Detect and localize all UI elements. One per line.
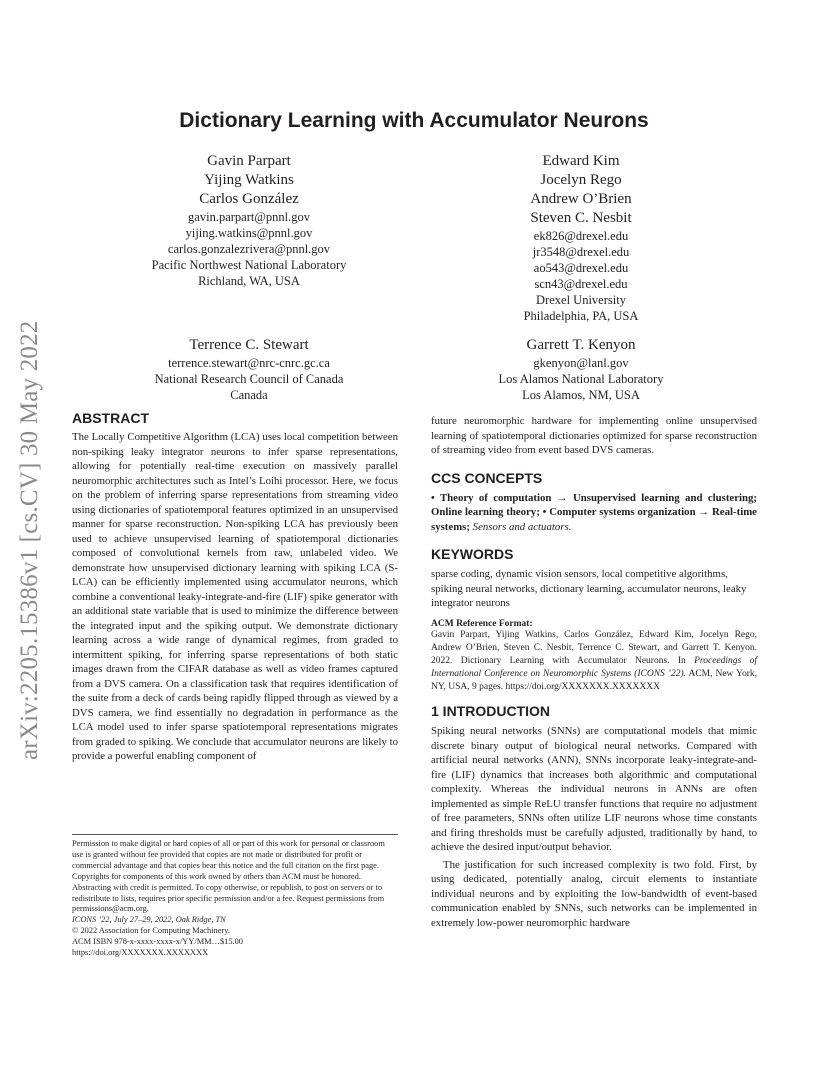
paper-title: Dictionary Learning with Accumulator Neurons xyxy=(179,109,649,132)
author-email[interactable]: jr3548@drexel.edu xyxy=(532,245,630,259)
author-name: Carlos González xyxy=(199,191,299,207)
conference-line: ICONS ’22, July 27–29, 2022, Oak Ridge, TN xyxy=(72,915,226,925)
ccs-heading: CCS CONCEPTS xyxy=(431,469,543,486)
right-column xyxy=(431,414,757,930)
author-email[interactable]: ek826@drexel.edu xyxy=(533,229,629,243)
introduction-body xyxy=(431,724,757,930)
author-block-lanl xyxy=(450,336,712,403)
author-affiliation: Los Alamos National Laboratory xyxy=(498,372,664,386)
permission-notice xyxy=(72,839,398,959)
keywords-heading: KEYWORDS xyxy=(431,546,514,562)
footnote-divider xyxy=(72,834,398,835)
author-email[interactable]: yijing.watkins@pnnl.gov xyxy=(185,226,313,240)
author-block-drexel xyxy=(450,152,712,324)
author-location: Philadelphia, PA, USA xyxy=(523,309,639,323)
abstract-section xyxy=(72,410,398,764)
author-block-pnnl xyxy=(118,152,380,289)
author-name: Andrew O’Brien xyxy=(530,191,632,207)
acm-reference-text xyxy=(431,629,757,693)
author-name: Gavin Parpart xyxy=(207,153,291,169)
author-affiliation: Pacific Northwest National Laboratory xyxy=(151,258,347,272)
author-email[interactable]: gavin.parpart@pnnl.gov xyxy=(188,210,310,224)
ccs-concept-theory: • Theory of computation → Unsupervised learning and clustering; Online learning theory; xyxy=(431,491,757,518)
author-email[interactable]: carlos.gonzalezrivera@pnnl.gov xyxy=(167,242,331,256)
intro-paragraph: The justification for such increased complexity is two fold. First, by using dedicated, potentially analog, circuit elements to instantiate individual neurons and by exploiting the low-bandwidth of event-based communication enabled by SNNs, such networks can be implemented in extremely low-power neuromorphic hardware xyxy=(431,858,757,929)
keywords-text: sparse coding, dynamic vision sensors, local competitive algorithms, spiking neural networks, dictionary learning, accumulator neurons, leaky integrator neurons xyxy=(431,568,747,609)
author-email[interactable]: ao543@drexel.edu xyxy=(533,261,629,275)
author-name: Jocelyn Rego xyxy=(540,172,622,188)
isbn-line: ACM ISBN 978-x-xxxx-xxxx-x/YY/MM…$15.00 xyxy=(72,937,243,947)
abstract-heading: ABSTRACT xyxy=(72,410,149,426)
acm-reference-heading: ACM Reference Format: xyxy=(431,618,533,629)
permission-text: Permission to make digital or hard copies of all or part of this work for personal or classroom use is granted without fee provided that copies are not made or distributed for profit or commercial advantage and that copies bear this notice and the full citation on the first page. Copyrights for components of this work owned by others than ACM must be honored. Abstracting with credit is permitted. To copy otherwise, or republish, to post on servers or to redistribute to lists, requires prior specific permission and/or a fee. Request permissions from permissions@acm.org. xyxy=(72,839,385,914)
acm-reference-authors: Gavin Parpart, Yijing Watkins, Carlos González, Edward Kim, Jocelyn Rego, Andrew O’Brien, Steven C. Nesbit, Terrence C. Stewart, and Garrett T. Kenyon. 2022. Dictionary Learning with Accumulator Neurons. In xyxy=(431,630,757,666)
acm-reference-tail: ACM, New York, NY, USA, 9 pages. https://doi.org/XXXXXXX.XXXXXXX xyxy=(431,668,757,692)
author-email[interactable]: scn43@drexel.edu xyxy=(534,277,628,291)
copyright-line: © 2022 Association for Computing Machinery. xyxy=(72,926,230,936)
introduction-heading: 1 INTRODUCTION xyxy=(431,703,550,720)
ccs-concept-sensors: Sensors and actuators. xyxy=(469,520,572,533)
author-name: Terrence C. Stewart xyxy=(189,337,309,353)
author-name: Garrett T. Kenyon xyxy=(526,337,636,353)
author-affiliation: National Research Council of Canada xyxy=(154,372,344,386)
ccs-concept-systems: • Computer systems organization → Real-time systems; xyxy=(431,506,757,533)
author-email[interactable]: gkenyon@lanl.gov xyxy=(533,356,629,370)
author-location: Los Alamos, NM, USA xyxy=(522,388,640,402)
intro-paragraph: Spiking neural networks (SNNs) are computational models that mimic discrete binary output of biological neural networks. Compared with artificial neural networks (ANN), SNNs incorporate leaky-integrate-and-fire (LIF) dynamics that increases both algorithmic and computational complexity. Whereas the individual neurons in ANNs are often implemented as simple ReLU transfer functions that require no adjustment of free parameters, SNNs often utilize LIF neurons whose time constants and firing thresholds must be carefully adjusted, traditionally by hand, to achieve the desired input/output behavior. xyxy=(431,725,757,854)
arxiv-identifier: arXiv:2205.15386v1 [cs.CV] 30 May 2022 xyxy=(16,320,43,760)
author-location: Canada xyxy=(230,388,268,402)
author-email[interactable]: terrence.stewart@nrc-cnrc.gc.ca xyxy=(168,356,330,370)
author-block-nrc xyxy=(118,336,380,403)
author-name: Steven C. Nesbit xyxy=(530,210,632,226)
acm-reference-venue: Proceedings of International Conference on Neuromorphic Systems (ICONS ’22). xyxy=(431,656,757,679)
author-location: Richland, WA, USA xyxy=(198,274,300,288)
abstract-continuation: future neuromorphic hardware for implementing online unsupervised learning of spatiotemporal dictionaries optimized for sparse reconstruction of streaming video from event based DVS cameras. xyxy=(431,415,757,456)
author-name: Edward Kim xyxy=(542,153,620,169)
author-name: Yijing Watkins xyxy=(204,172,294,188)
doi-line[interactable]: https://doi.org/XXXXXXX.XXXXXXX xyxy=(72,948,209,958)
author-affiliation: Drexel University xyxy=(536,293,626,307)
abstract-text: The Locally Competitive Algorithm (LCA) uses local competition between non-spiking leaky integrator neurons to infer sparse representations, allowing for potentially real-time execution on massively parallel neuromorphic architectures such as Intel’s Loihi processor. Here, we focus on the problem of inferring sparse representations from streaming video using dictionaries of spatiotemporal features optimized in an unsupervised manner for sparse reconstruction. Non-spiking LCA has previously been used to achieve unsupervised learning of spatiotemporal dictionaries composed of convolutional kernels from raw, unlabeled video. We demonstrate how unsupervised dictionary learning with spiking LCA (S-LCA) can be efficiently implemented using accumulator neurons, which combine a conventional leaky-integrate-and-fire (LIF) spike generator with an additional state variable that is used to minimize the difference between the integrated input and the spiking output. We demonstrate dictionary learning across a wide range of dynamical regimes, from graded to intermittent spiking, for inferring sparse representations of both static images drawn from the CIFAR database as well as video frames captured from a DVS camera. On a classification task that requires identification of the suite from a deck of cards being rapidly flipped through as viewed by a DVS camera, we find essentially no degradation in performance as the LCA model used to infer sparse spatiotemporal representations migrates from graded to spiking. We conclude that accumulator neurons are likely to provide a powerful enabling component of xyxy=(72,431,398,762)
ccs-concepts xyxy=(431,491,757,535)
